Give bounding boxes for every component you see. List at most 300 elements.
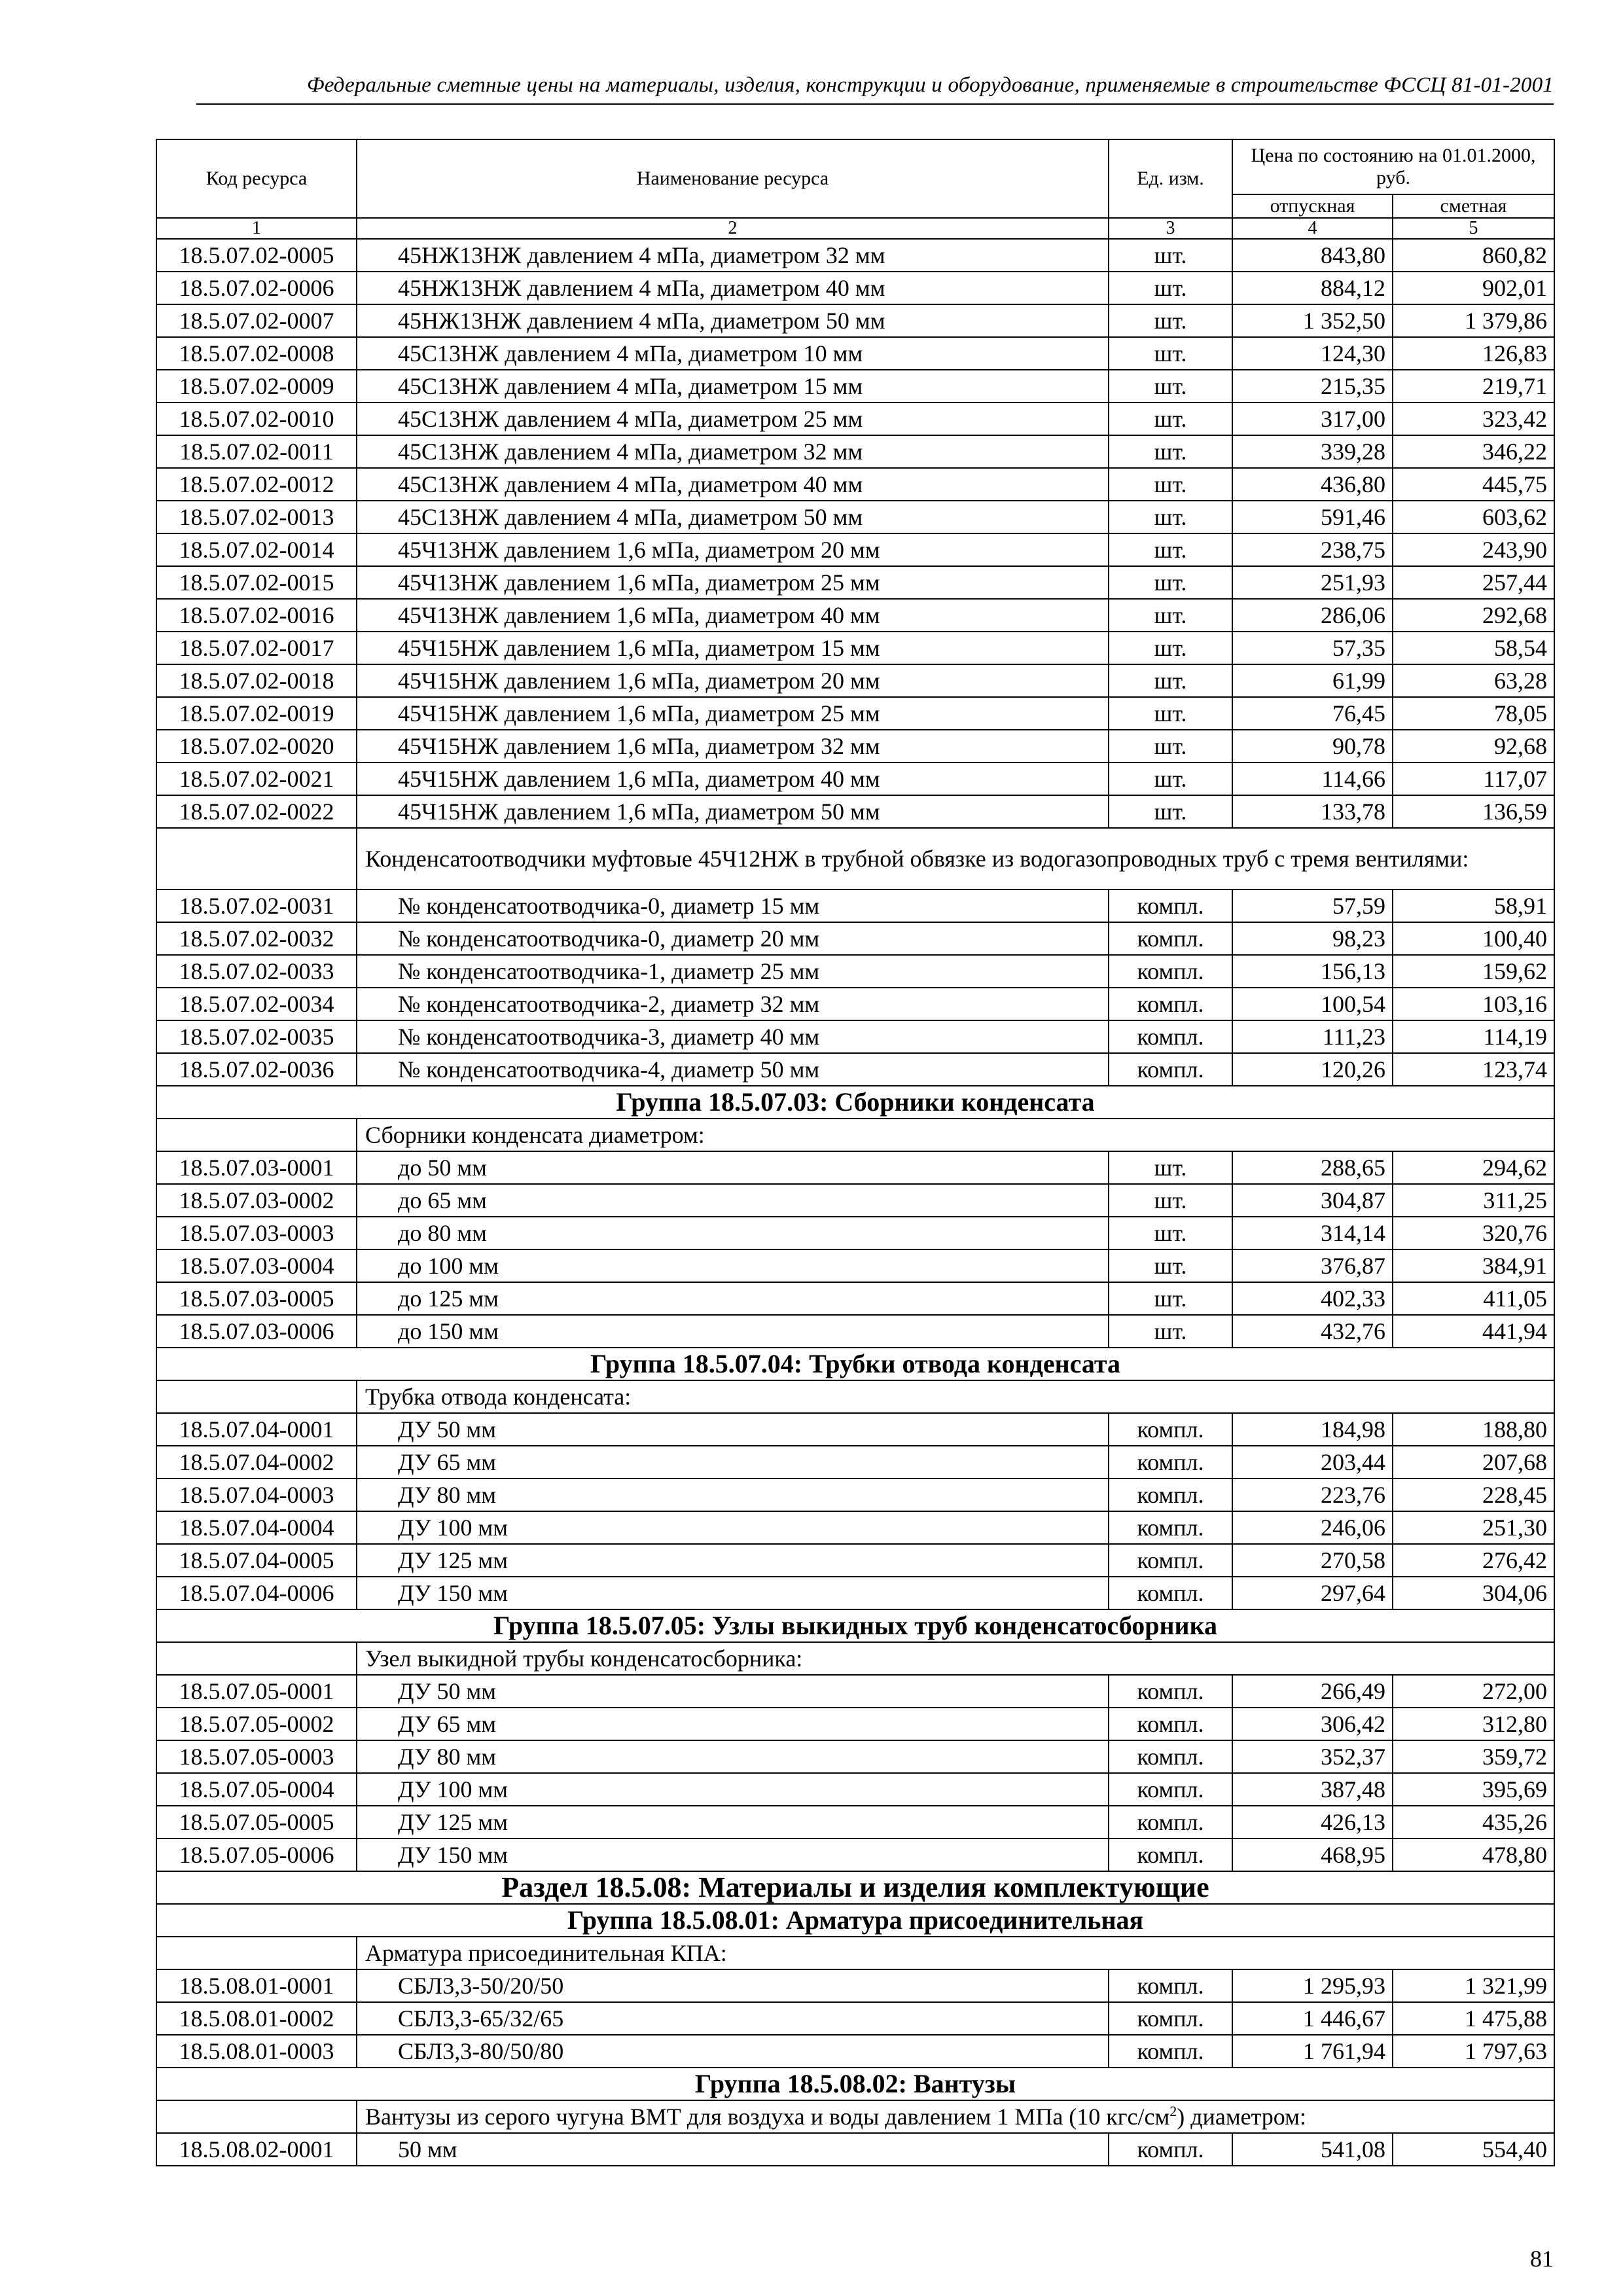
resource-code: 18.5.07.02-0008 [156, 337, 357, 370]
resource-name: ДУ 125 мм [357, 1544, 1109, 1577]
release-price: 251,93 [1232, 566, 1393, 599]
table-row [156, 889, 1554, 922]
subtitle-text [357, 2100, 1554, 2133]
table-row [156, 468, 1554, 501]
resource-code: 18.5.07.02-0014 [156, 533, 357, 566]
release-price: 402,33 [1232, 1282, 1393, 1315]
table-row [156, 435, 1554, 468]
estimate-price: 92,68 [1393, 730, 1554, 762]
resource-name: ДУ 50 мм [357, 1675, 1109, 1708]
subtitle-label: Узел выкидной трубы конденсатосборника: [365, 1645, 803, 1672]
table-row [156, 664, 1554, 697]
table-row [156, 1511, 1554, 1544]
resource-name: 45Ч15НЖ давлением 1,6 мПа, диаметром 25 мм [357, 697, 1109, 730]
table-row [156, 922, 1554, 955]
resource-code: 18.5.07.02-0020 [156, 730, 357, 762]
resource-code: 18.5.07.04-0004 [156, 1511, 357, 1544]
subtitle-code-cell [156, 828, 357, 889]
release-price: 426,13 [1232, 1806, 1393, 1839]
unit-of-measure: компл. [1109, 2035, 1232, 2068]
subtitle-label-tail: ) диаметром: [1177, 2104, 1306, 2130]
estimate-price: 441,94 [1393, 1315, 1554, 1348]
col-price-header: Цена по состоянию на 01.01.2000, руб. [1232, 139, 1554, 194]
table-row [156, 1184, 1554, 1217]
resource-code: 18.5.07.04-0006 [156, 1577, 357, 1609]
release-price: 317,00 [1232, 403, 1393, 435]
resource-code: 18.5.07.04-0002 [156, 1446, 357, 1479]
resource-name: 45С13НЖ давлением 4 мПа, диаметром 50 мм [357, 501, 1109, 533]
price-table [156, 139, 1555, 2166]
unit-of-measure: компл. [1109, 889, 1232, 922]
estimate-price: 219,71 [1393, 370, 1554, 403]
resource-name: № конденсатоотводчика-3, диаметр 40 мм [357, 1020, 1109, 1053]
resource-code: 18.5.07.02-0033 [156, 955, 357, 988]
unit-of-measure: шт. [1109, 1217, 1232, 1249]
estimate-price: 1 321,99 [1393, 1969, 1554, 2002]
subtitle-row [156, 1642, 1554, 1675]
resource-code: 18.5.07.02-0036 [156, 1053, 357, 1086]
unit-of-measure: шт. [1109, 762, 1232, 795]
subtitle-code-cell [156, 2100, 357, 2133]
page-number: 81 [1530, 2246, 1554, 2272]
resource-name: 45С13НЖ давлением 4 мПа, диаметром 25 мм [357, 403, 1109, 435]
resource-code: 18.5.07.05-0004 [156, 1773, 357, 1806]
estimate-price: 126,83 [1393, 337, 1554, 370]
unit-of-measure: компл. [1109, 1479, 1232, 1511]
unit-of-measure: шт. [1109, 1249, 1232, 1282]
release-price: 238,75 [1232, 533, 1393, 566]
release-price: 184,98 [1232, 1413, 1393, 1446]
release-price: 468,95 [1232, 1839, 1393, 1871]
unit-of-measure: шт. [1109, 599, 1232, 632]
section-heading-row [156, 1871, 1554, 1904]
table-row [156, 370, 1554, 403]
resource-name: № конденсатоотводчика-0, диаметр 20 мм [357, 922, 1109, 955]
estimate-price: 603,62 [1393, 501, 1554, 533]
resource-code: 18.5.07.02-0007 [156, 304, 357, 337]
group-heading-row [156, 1348, 1554, 1380]
estimate-price: 123,74 [1393, 1053, 1554, 1086]
estimate-price: 902,01 [1393, 272, 1554, 304]
unit-of-measure: шт. [1109, 403, 1232, 435]
group-heading: Группа 18.5.07.05: Узлы выкидных труб конденсатосборника [156, 1609, 1554, 1642]
group-heading: Группа 18.5.07.04: Трубки отвода конденсата [156, 1348, 1554, 1380]
estimate-price: 359,72 [1393, 1740, 1554, 1773]
estimate-price: 103,16 [1393, 988, 1554, 1020]
table-row [156, 1249, 1554, 1282]
resource-name: № конденсатоотводчика-2, диаметр 32 мм [357, 988, 1109, 1020]
release-price: 124,30 [1232, 337, 1393, 370]
group-heading-row [156, 2068, 1554, 2100]
estimate-price: 228,45 [1393, 1479, 1554, 1511]
resource-code: 18.5.07.02-0017 [156, 632, 357, 664]
unit-of-measure: компл. [1109, 1773, 1232, 1806]
unit-of-measure: компл. [1109, 1969, 1232, 2002]
resource-code: 18.5.07.02-0005 [156, 239, 357, 272]
table-row [156, 1969, 1554, 2002]
resource-name: ДУ 50 мм [357, 1413, 1109, 1446]
resource-name: 45С13НЖ давлением 4 мПа, диаметром 32 мм [357, 435, 1109, 468]
estimate-price: 207,68 [1393, 1446, 1554, 1479]
estimate-price: 78,05 [1393, 697, 1554, 730]
resource-name: № конденсатоотводчика-0, диаметр 15 мм [357, 889, 1109, 922]
resource-name: ДУ 150 мм [357, 1577, 1109, 1609]
subtitle-row [156, 2100, 1554, 2133]
group-heading-row [156, 1904, 1554, 1937]
unit-of-measure: компл. [1109, 1577, 1232, 1609]
resource-code: 18.5.07.02-0032 [156, 922, 357, 955]
estimate-price: 136,59 [1393, 795, 1554, 828]
estimate-price: 114,19 [1393, 1020, 1554, 1053]
table-row [156, 762, 1554, 795]
release-price: 387,48 [1232, 1773, 1393, 1806]
superscript: 2 [1169, 2103, 1177, 2119]
resource-name: 45Ч13НЖ давлением 1,6 мПа, диаметром 25 мм [357, 566, 1109, 599]
resource-name: до 100 мм [357, 1249, 1109, 1282]
unit-of-measure: шт. [1109, 1184, 1232, 1217]
release-price: 884,12 [1232, 272, 1393, 304]
unit-of-measure: шт. [1109, 468, 1232, 501]
estimate-price: 554,40 [1393, 2133, 1554, 2166]
resource-code: 18.5.07.02-0016 [156, 599, 357, 632]
table-row [156, 272, 1554, 304]
estimate-price: 860,82 [1393, 239, 1554, 272]
resource-name: СБЛ3,3-65/32/65 [357, 2002, 1109, 2035]
table-row [156, 304, 1554, 337]
resource-code: 18.5.07.03-0005 [156, 1282, 357, 1315]
estimate-price: 63,28 [1393, 664, 1554, 697]
table-row [156, 566, 1554, 599]
group-heading: Группа 18.5.08.01: Арматура присоединительная [156, 1904, 1554, 1937]
unit-of-measure: шт. [1109, 337, 1232, 370]
unit-of-measure: шт. [1109, 795, 1232, 828]
table-row [156, 1708, 1554, 1740]
unit-of-measure: шт. [1109, 239, 1232, 272]
estimate-price: 1 797,63 [1393, 2035, 1554, 2068]
unit-of-measure: шт. [1109, 566, 1232, 599]
unit-of-measure: шт. [1109, 664, 1232, 697]
release-price: 114,66 [1232, 762, 1393, 795]
estimate-price: 272,00 [1393, 1675, 1554, 1708]
resource-code: 18.5.07.05-0003 [156, 1740, 357, 1773]
estimate-price: 243,90 [1393, 533, 1554, 566]
estimate-price: 292,68 [1393, 599, 1554, 632]
unit-of-measure: шт. [1109, 272, 1232, 304]
resource-code: 18.5.07.03-0004 [156, 1249, 357, 1282]
resource-name: 45Ч13НЖ давлением 1,6 мПа, диаметром 40 мм [357, 599, 1109, 632]
unit-of-measure: шт. [1109, 304, 1232, 337]
table-header-row [156, 139, 1554, 194]
estimate-price: 58,54 [1393, 632, 1554, 664]
subtitle-label: Вантузы из серого чугуна ВМТ для воздуха и воды давлением 1 МПа (10 кгс/см [365, 2104, 1170, 2130]
unit-of-measure: компл. [1109, 1544, 1232, 1577]
resource-code: 18.5.07.02-0022 [156, 795, 357, 828]
estimate-price: 159,62 [1393, 955, 1554, 988]
resource-code: 18.5.07.02-0035 [156, 1020, 357, 1053]
unit-of-measure: компл. [1109, 1053, 1232, 1086]
subtitle-row [156, 1380, 1554, 1413]
subtitle-row [156, 828, 1554, 889]
unit-of-measure: компл. [1109, 1806, 1232, 1839]
resource-code: 18.5.07.03-0001 [156, 1151, 357, 1184]
unit-of-measure: шт. [1109, 533, 1232, 566]
resource-code: 18.5.07.03-0006 [156, 1315, 357, 1348]
running-header: Федеральные сметные цены на материалы, изделия, конструкции и оборудование, применяемые в строительстве ФССЦ 81-01-2001 [306, 73, 1554, 97]
resource-name: № конденсатоотводчика-1, диаметр 25 мм [357, 955, 1109, 988]
subtitle-row [156, 1937, 1554, 1969]
release-price: 306,42 [1232, 1708, 1393, 1740]
table-row [156, 1413, 1554, 1446]
release-price: 1 761,94 [1232, 2035, 1393, 2068]
table-row [156, 955, 1554, 988]
estimate-price: 435,26 [1393, 1806, 1554, 1839]
table-row [156, 533, 1554, 566]
table-row [156, 1839, 1554, 1871]
column-index-row [156, 218, 1554, 239]
release-price: 57,35 [1232, 632, 1393, 664]
resource-name: 45С13НЖ давлением 4 мПа, диаметром 40 мм [357, 468, 1109, 501]
unit-of-measure: шт. [1109, 730, 1232, 762]
col-code-header: Код ресурса [156, 139, 357, 218]
release-price: 57,59 [1232, 889, 1393, 922]
subtitle-text [357, 1937, 1554, 1969]
release-price: 541,08 [1232, 2133, 1393, 2166]
resource-code: 18.5.07.04-0001 [156, 1413, 357, 1446]
estimate-price: 478,80 [1393, 1839, 1554, 1871]
unit-of-measure: шт. [1109, 370, 1232, 403]
release-price: 432,76 [1232, 1315, 1393, 1348]
resource-name: ДУ 125 мм [357, 1806, 1109, 1839]
group-heading: Группа 18.5.07.03: Сборники конденсата [156, 1086, 1554, 1119]
subtitle-label: Конденсатоотводчики муфтовые 45Ч12НЖ в трубной обвязке из водогазопроводных труб с тремя вентилями: [365, 846, 1469, 872]
release-price: 376,87 [1232, 1249, 1393, 1282]
table-row [156, 1151, 1554, 1184]
section-heading: Раздел 18.5.08: Материалы и изделия комплектующие [156, 1871, 1554, 1904]
unit-of-measure: компл. [1109, 922, 1232, 955]
resource-code: 18.5.07.02-0031 [156, 889, 357, 922]
unit-of-measure: шт. [1109, 1315, 1232, 1348]
release-price: 120,26 [1232, 1053, 1393, 1086]
table-row [156, 632, 1554, 664]
resource-code: 18.5.07.02-0013 [156, 501, 357, 533]
release-price: 314,14 [1232, 1217, 1393, 1249]
release-price: 286,06 [1232, 599, 1393, 632]
estimate-price: 117,07 [1393, 762, 1554, 795]
resource-code: 18.5.08.02-0001 [156, 2133, 357, 2166]
table-row [156, 501, 1554, 533]
release-price: 246,06 [1232, 1511, 1393, 1544]
release-price: 288,65 [1232, 1151, 1393, 1184]
col-index-5: 5 [1393, 218, 1554, 239]
unit-of-measure: шт. [1109, 501, 1232, 533]
resource-name: до 65 мм [357, 1184, 1109, 1217]
release-price: 98,23 [1232, 922, 1393, 955]
col-release-header: отпускная [1232, 194, 1393, 218]
table-row [156, 599, 1554, 632]
resource-code: 18.5.07.02-0019 [156, 697, 357, 730]
resource-code: 18.5.07.03-0003 [156, 1217, 357, 1249]
unit-of-measure: шт. [1109, 632, 1232, 664]
resource-name: 45Ч15НЖ давлением 1,6 мПа, диаметром 15 мм [357, 632, 1109, 664]
release-price: 1 295,93 [1232, 1969, 1393, 2002]
estimate-price: 294,62 [1393, 1151, 1554, 1184]
subtitle-label: Арматура присоединительная КПА: [365, 1940, 727, 1966]
estimate-price: 1 379,86 [1393, 304, 1554, 337]
estimate-price: 304,06 [1393, 1577, 1554, 1609]
resource-name: до 150 мм [357, 1315, 1109, 1348]
resource-name: до 50 мм [357, 1151, 1109, 1184]
table-body [156, 239, 1554, 2166]
resource-name: 45НЖ13НЖ давлением 4 мПа, диаметром 40 мм [357, 272, 1109, 304]
table-row [156, 1773, 1554, 1806]
resource-name: 45С13НЖ давлением 4 мПа, диаметром 10 мм [357, 337, 1109, 370]
release-price: 843,80 [1232, 239, 1393, 272]
estimate-price: 395,69 [1393, 1773, 1554, 1806]
resource-name: СБЛ3,3-80/50/80 [357, 2035, 1109, 2068]
release-price: 352,37 [1232, 1740, 1393, 1773]
resource-name: 45Ч15НЖ давлением 1,6 мПа, диаметром 40 мм [357, 762, 1109, 795]
table-row [156, 1544, 1554, 1577]
resource-code: 18.5.07.05-0005 [156, 1806, 357, 1839]
estimate-price: 346,22 [1393, 435, 1554, 468]
resource-code: 18.5.08.01-0003 [156, 2035, 357, 2068]
col-name-header: Наименование ресурса [357, 139, 1109, 218]
group-heading-row [156, 1609, 1554, 1642]
estimate-price: 411,05 [1393, 1282, 1554, 1315]
estimate-price: 58,91 [1393, 889, 1554, 922]
col-index-1: 1 [156, 218, 357, 239]
resource-name: 45НЖ13НЖ давлением 4 мПа, диаметром 32 мм [357, 239, 1109, 272]
table-row [156, 697, 1554, 730]
col-index-4: 4 [1232, 218, 1393, 239]
resource-code: 18.5.07.02-0012 [156, 468, 357, 501]
table-row [156, 2002, 1554, 2035]
unit-of-measure: шт. [1109, 435, 1232, 468]
subtitle-row [156, 1119, 1554, 1151]
unit-of-measure: шт. [1109, 697, 1232, 730]
table-row [156, 1446, 1554, 1479]
release-price: 156,13 [1232, 955, 1393, 988]
release-price: 76,45 [1232, 697, 1393, 730]
release-price: 215,35 [1232, 370, 1393, 403]
subtitle-text [357, 1642, 1554, 1675]
resource-code: 18.5.07.02-0021 [156, 762, 357, 795]
resource-name: ДУ 80 мм [357, 1479, 1109, 1511]
unit-of-measure: компл. [1109, 988, 1232, 1020]
subtitle-text [357, 1380, 1554, 1413]
subtitle-code-cell [156, 1380, 357, 1413]
resource-code: 18.5.07.02-0011 [156, 435, 357, 468]
estimate-price: 276,42 [1393, 1544, 1554, 1577]
resource-name: ДУ 65 мм [357, 1708, 1109, 1740]
resource-name: № конденсатоотводчика-4, диаметр 50 мм [357, 1053, 1109, 1086]
resource-code: 18.5.07.02-0015 [156, 566, 357, 599]
resource-code: 18.5.07.04-0003 [156, 1479, 357, 1511]
table-row [156, 795, 1554, 828]
table-row [156, 1020, 1554, 1053]
release-price: 1 352,50 [1232, 304, 1393, 337]
table-row [156, 2133, 1554, 2166]
release-price: 90,78 [1232, 730, 1393, 762]
unit-of-measure: компл. [1109, 1446, 1232, 1479]
estimate-price: 251,30 [1393, 1511, 1554, 1544]
release-price: 111,23 [1232, 1020, 1393, 1053]
subtitle-code-cell [156, 1642, 357, 1675]
release-price: 591,46 [1232, 501, 1393, 533]
resource-name: 45С13НЖ давлением 4 мПа, диаметром 15 мм [357, 370, 1109, 403]
estimate-price: 188,80 [1393, 1413, 1554, 1446]
subtitle-text [357, 828, 1554, 889]
unit-of-measure: компл. [1109, 2133, 1232, 2166]
unit-of-measure: шт. [1109, 1282, 1232, 1315]
release-price: 203,44 [1232, 1446, 1393, 1479]
estimate-price: 257,44 [1393, 566, 1554, 599]
resource-code: 18.5.07.04-0005 [156, 1544, 357, 1577]
subtitle-code-cell [156, 1119, 357, 1151]
resource-code: 18.5.07.02-0018 [156, 664, 357, 697]
resource-name: ДУ 80 мм [357, 1740, 1109, 1773]
resource-name: ДУ 100 мм [357, 1773, 1109, 1806]
resource-code: 18.5.08.01-0002 [156, 2002, 357, 2035]
col-index-2: 2 [357, 218, 1109, 239]
resource-name: ДУ 100 мм [357, 1511, 1109, 1544]
table-row [156, 1479, 1554, 1511]
release-price: 100,54 [1232, 988, 1393, 1020]
release-price: 339,28 [1232, 435, 1393, 468]
resource-code: 18.5.07.02-0010 [156, 403, 357, 435]
resource-name: до 80 мм [357, 1217, 1109, 1249]
release-price: 304,87 [1232, 1184, 1393, 1217]
resource-name: до 125 мм [357, 1282, 1109, 1315]
col-unit-header: Ед. изм. [1109, 139, 1232, 218]
table-row [156, 337, 1554, 370]
resource-code: 18.5.08.01-0001 [156, 1969, 357, 2002]
unit-of-measure: компл. [1109, 1413, 1232, 1446]
resource-name: 45НЖ13НЖ давлением 4 мПа, диаметром 50 мм [357, 304, 1109, 337]
group-heading-row [156, 1086, 1554, 1119]
group-heading: Группа 18.5.08.02: Вантузы [156, 2068, 1554, 2100]
subtitle-text [357, 1119, 1554, 1151]
resource-code: 18.5.07.02-0034 [156, 988, 357, 1020]
resource-code: 18.5.07.05-0001 [156, 1675, 357, 1708]
estimate-price: 384,91 [1393, 1249, 1554, 1282]
release-price: 61,99 [1232, 664, 1393, 697]
release-price: 133,78 [1232, 795, 1393, 828]
estimate-price: 320,76 [1393, 1217, 1554, 1249]
unit-of-measure: компл. [1109, 1740, 1232, 1773]
table-row [156, 403, 1554, 435]
table-row [156, 730, 1554, 762]
table-row [156, 1217, 1554, 1249]
release-price: 1 446,67 [1232, 2002, 1393, 2035]
estimate-price: 323,42 [1393, 403, 1554, 435]
estimate-price: 1 475,88 [1393, 2002, 1554, 2035]
resource-code: 18.5.07.05-0002 [156, 1708, 357, 1740]
table-row [156, 1315, 1554, 1348]
release-price: 297,64 [1232, 1577, 1393, 1609]
table-row [156, 1053, 1554, 1086]
release-price: 266,49 [1232, 1675, 1393, 1708]
resource-name: СБЛ3,3-50/20/50 [357, 1969, 1109, 2002]
resource-name: 45Ч15НЖ давлением 1,6 мПа, диаметром 50 мм [357, 795, 1109, 828]
header-rule [196, 103, 1554, 105]
table-row [156, 1675, 1554, 1708]
table-row [156, 239, 1554, 272]
unit-of-measure: компл. [1109, 1511, 1232, 1544]
col-index-3: 3 [1109, 218, 1232, 239]
estimate-price: 312,80 [1393, 1708, 1554, 1740]
table-row [156, 1577, 1554, 1609]
